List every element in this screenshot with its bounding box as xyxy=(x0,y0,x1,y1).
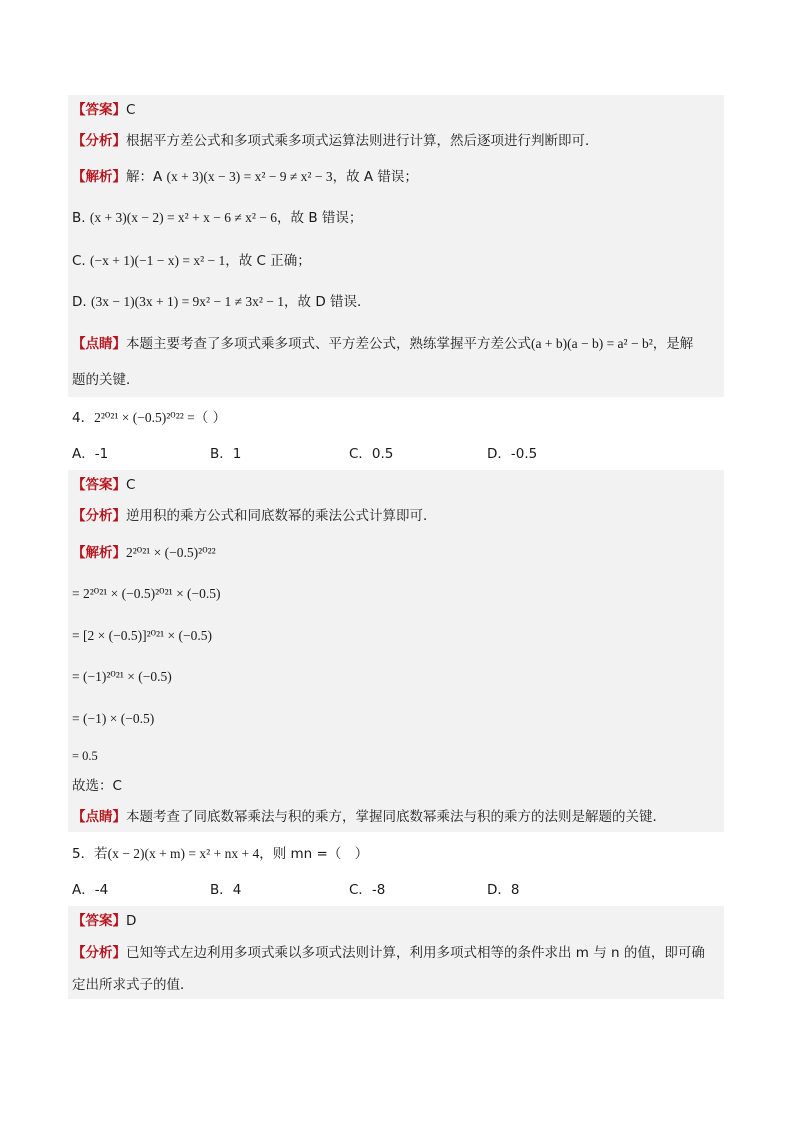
question-number: 5．若 xyxy=(72,846,108,862)
q4-step-3: = [2 × (−0.5)]²⁰²¹ × (−0.5) xyxy=(72,628,212,643)
solution-text: D. xyxy=(72,294,91,310)
analysis-tag: 【分析】 xyxy=(72,508,126,524)
q5-option-c: C．-8 xyxy=(349,882,386,898)
comment-text: ，是解 xyxy=(652,336,694,352)
math-expression: (−x + 1)(−1 − x) = x² − 1 xyxy=(90,253,226,268)
q4-step-5: = (−1) × (−0.5) xyxy=(72,711,155,726)
comment-tag: 【点睛】 xyxy=(72,809,126,825)
math-expression: 2²⁰²¹ × (−0.5)²⁰²² xyxy=(126,545,216,560)
analysis-tag: 【分析】 xyxy=(72,945,126,961)
analysis-text: 逆用积的乘方公式和同底数幂的乘法公式计算即可． xyxy=(126,508,437,524)
q4-option-a: A．-1 xyxy=(72,446,109,462)
analysis-tag: 【分析】 xyxy=(72,133,126,149)
q3-answer-line xyxy=(72,100,135,120)
solution-text: ，故 B 错误； xyxy=(277,210,363,226)
solution-text: ，故 A 错误； xyxy=(332,169,418,185)
q5-option-a: A．-4 xyxy=(72,882,109,898)
answer-value: D xyxy=(126,913,137,929)
q4-option-c: C．0.5 xyxy=(349,446,394,462)
answer-value: C xyxy=(126,477,136,493)
q4-analysis-line xyxy=(72,506,437,526)
question-number: 4． xyxy=(72,410,95,426)
math-expression: (x + 3)(x − 3) = x² − 9 ≠ x² − 3 xyxy=(166,169,333,184)
math-expression: 2²⁰²¹ × (−0.5)²⁰²² = xyxy=(94,410,195,425)
q4-answer-line xyxy=(72,475,135,495)
comment-text: 本题主要考查了多项式乘多项式、平方差公式，熟练掌握平方差公式 xyxy=(126,336,531,352)
q3-analysis-line xyxy=(72,131,599,151)
answer-value: C xyxy=(126,102,136,118)
question-blank: ，则 mn =（ ） xyxy=(259,846,369,862)
solution-text: B. xyxy=(72,210,90,226)
q4-comment-line xyxy=(72,807,666,827)
q4-step-6: = 0.5 xyxy=(72,749,98,763)
answer-tag: 【答案】 xyxy=(72,913,126,929)
q4-option-d: D．-0.5 xyxy=(487,446,538,462)
q5-stem xyxy=(72,844,368,864)
solution-text: ，故 C 正确； xyxy=(225,253,311,269)
math-expression: (x − 2)(x + m) = x² + nx + 4 xyxy=(107,846,260,861)
comment-text: 本题考查了同底数幂乘法与积的乘方，掌握同底数幂乘法与积的乘方的法则是解题的关键． xyxy=(126,809,666,825)
analysis-text: 根据平方差公式和多项式乘多项式运算法则进行计算，然后逐项进行判断即可． xyxy=(126,133,599,149)
q5-analysis-line-1 xyxy=(72,943,705,963)
solution-text: ，故 D 错误． xyxy=(284,294,371,310)
q4-solution-line-1 xyxy=(72,543,216,563)
question-blank: （ ） xyxy=(194,410,227,426)
math-expression: (3x − 1)(3x + 1) = 9x² − 1 ≠ 3x² − 1 xyxy=(90,294,285,309)
math-expression: (a + b)(a − b) = a² − b² xyxy=(531,336,653,351)
q5-analysis-line-2: 定出所求式子的值． xyxy=(72,977,194,993)
comment-tag: 【点睛】 xyxy=(72,336,126,352)
q5-answer-line xyxy=(72,911,136,931)
q4-stem xyxy=(72,408,226,428)
q5-option-d: D．8 xyxy=(487,882,520,898)
solution-tag: 【解析】 xyxy=(72,545,126,561)
solution-text: C. xyxy=(72,253,91,269)
q4-choice: 故选：C xyxy=(72,778,122,794)
answer-tag: 【答案】 xyxy=(72,102,126,118)
solution-text: 解：A xyxy=(126,169,167,185)
q4-step-2: = 2²⁰²¹ × (−0.5)²⁰²¹ × (−0.5) xyxy=(72,586,221,601)
q3-solution-line-1 xyxy=(72,167,418,187)
answer-tag: 【答案】 xyxy=(72,477,126,493)
analysis-text: 已知等式左边利用多项式乘以多项式法则计算，利用多项式相等的条件求出 m 与 n 的值，即可确 xyxy=(126,945,705,961)
q3-solution-line-2 xyxy=(72,208,362,228)
q4-option-b: B．1 xyxy=(210,446,242,462)
comment-text: 题的关键． xyxy=(72,372,140,388)
q3-solution-line-4 xyxy=(72,292,371,312)
solution-tag: 【解析】 xyxy=(72,169,126,185)
q4-step-4: = (−1)²⁰²¹ × (−0.5) xyxy=(72,669,172,684)
q3-comment-line-2 xyxy=(72,370,140,390)
q3-solution-line-3 xyxy=(72,251,311,271)
math-expression: (x + 3)(x − 2) = x² + x − 6 ≠ x² − 6 xyxy=(89,210,278,225)
q3-comment-line-1 xyxy=(72,334,693,354)
q5-option-b: B．4 xyxy=(210,882,242,898)
